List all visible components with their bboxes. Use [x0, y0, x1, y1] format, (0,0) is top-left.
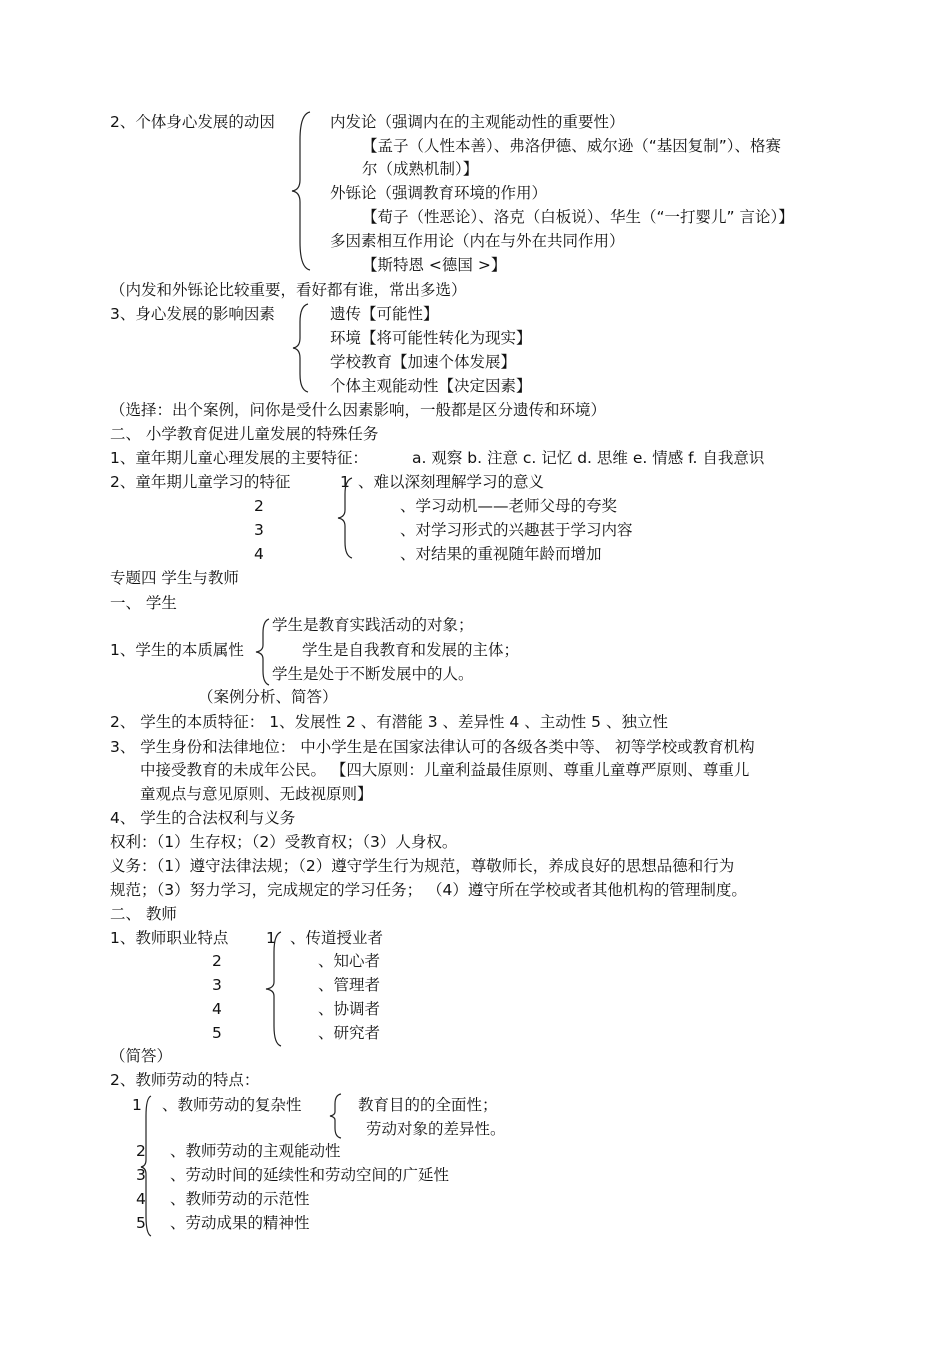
- item-number: 4: [254, 545, 264, 563]
- t2-label: 2、教师劳动的特点：: [110, 1071, 260, 1089]
- item-number: 4: [136, 1190, 146, 1208]
- item-number: 3: [136, 1166, 146, 1184]
- section-3-note: （选择：出个案例，问你是受什么因素影响，一般都是区分遗传和环境）: [110, 401, 607, 419]
- q2-label: 2、童年期儿童学习的特征: [110, 473, 291, 491]
- p3-line: 中接受教育的未成年公民。 【四大原则：儿童利益最佳原则、尊重儿童尊严原则、尊重儿: [140, 761, 750, 779]
- p2-features: 2、 学生的本质特征： 1、发展性 2 、有潜能 3 、差异性 4 、主动性 5 、独立性: [110, 713, 668, 731]
- learning-feature: 、对学习形式的兴趣甚于学习内容: [400, 521, 633, 539]
- complexity-sub: 教育目的的全面性；: [358, 1096, 498, 1114]
- labor-feature: 、劳动成果的精神性: [170, 1214, 310, 1232]
- attribute-item: 学生是教育实践活动的对象；: [272, 616, 474, 634]
- p4-heading: 4、 学生的合法权利与义务: [110, 809, 296, 827]
- learning-feature: 、难以深刻理解学习的意义: [358, 473, 545, 491]
- q1-label: 1、童年期儿童心理发展的主要特征：: [110, 449, 368, 467]
- p3-line: 3、 学生身份和法律地位： 中小学生是在国家法律认可的各级各类中等、 初等学校或教育机构: [110, 738, 755, 756]
- brace-icon: [328, 1092, 344, 1140]
- theory-interaction: 多因素相互作用论（内在与外在共同作用）: [330, 232, 625, 250]
- item-number: 2: [136, 1142, 146, 1160]
- brace-icon: [336, 476, 356, 560]
- item-number: 3: [212, 976, 222, 994]
- factor-item: 个体主观能动性【决定因素】: [330, 377, 532, 395]
- teacher-role: 、知心者: [318, 952, 381, 970]
- item-number: 1: [340, 473, 350, 491]
- labor-feature: 、教师劳动的示范性: [170, 1190, 310, 1208]
- theory-exogenous-people: 【荀子（性恶论）、洛克（白板说）、华生（“一打婴儿” 言论）】: [362, 208, 794, 226]
- brace-icon: [140, 1094, 154, 1238]
- teacher-role: 、协调者: [318, 1000, 381, 1018]
- brace-icon: [254, 617, 272, 687]
- section-2-label: 2、个体身心发展的动因: [110, 113, 275, 131]
- t1-label: 1、教师职业特点: [110, 929, 229, 947]
- factor-item: 学校教育【加速个体发展】: [330, 353, 517, 371]
- learning-feature: 、对结果的重视随年龄而增加: [400, 545, 602, 563]
- duties-text: 规范；（3）努力学习，完成规定的学习任务； （4）遵守所在学校或者其他机构的管理制度。: [110, 881, 747, 899]
- section-2-note: （内发和外铄论比较重要，看好都有谁，常出多选）: [110, 281, 467, 299]
- t1-note: （简答）: [110, 1047, 173, 1065]
- heading-teachers: 二、 教师: [110, 905, 177, 923]
- item-number: 4: [212, 1000, 222, 1018]
- learning-feature: 、学习动机——老师父母的夸奖: [400, 497, 618, 515]
- teacher-role: 、传道授业者: [290, 929, 384, 947]
- item-number: 2: [212, 952, 222, 970]
- complexity-sub: 劳动对象的差异性。: [366, 1120, 506, 1138]
- item-number: 1: [132, 1096, 142, 1114]
- part-2-heading: 二、 小学教育促进儿童发展的特殊任务: [110, 425, 379, 443]
- p1-label: 1、学生的本质属性: [110, 641, 244, 659]
- theory-exogenous: 外铄论（强调教育环境的作用）: [330, 184, 548, 202]
- duties-text: 义务：（1）遵守法律法规；（2）遵守学生行为规范，尊敬师长，养成良好的思想品德和行为: [110, 857, 735, 875]
- brace-icon: [290, 302, 314, 394]
- item-number: 1: [266, 929, 276, 947]
- theory-endogenous-people-2: 尔（成熟机制）】: [362, 160, 479, 178]
- p3-line: 童观点与意见原则、无歧视原则】: [140, 785, 373, 803]
- labor-feature: 、教师劳动的复杂性: [162, 1096, 302, 1114]
- factor-item: 环境【将可能性转化为现实】: [330, 329, 532, 347]
- item-number: 2: [254, 497, 264, 515]
- factor-item: 遗传【可能性】: [330, 305, 439, 323]
- labor-feature: 、教师劳动的主观能动性: [170, 1142, 341, 1160]
- attribute-item: 学生是自我教育和发展的主体；: [302, 641, 520, 659]
- brace-icon: [264, 930, 284, 1048]
- brace-icon: [290, 110, 314, 272]
- teacher-role: 、研究者: [318, 1024, 381, 1042]
- topic-title: 专题四 学生与教师: [110, 569, 239, 587]
- theory-endogenous-people-1: 【孟子（人性本善）、弗洛伊德、威尔逊（“基因复制”）、格赛: [362, 137, 782, 155]
- theory-interaction-people: 【斯特恩 <德国 >】: [362, 256, 507, 274]
- q1-items: a. 观察 b. 注意 c. 记忆 d. 思维 e. 情感 f. 自我意识: [412, 449, 765, 467]
- attribute-item: 学生是处于不断发展中的人。: [272, 665, 474, 683]
- teacher-role: 、管理者: [318, 976, 381, 994]
- item-number: 5: [212, 1024, 222, 1042]
- item-number: 3: [254, 521, 264, 539]
- heading-students: 一、 学生: [110, 594, 177, 612]
- item-number: 5: [136, 1214, 146, 1232]
- rights-text: 权利：（1）生存权；（2）受教育权；（3）人身权。: [110, 833, 458, 851]
- labor-feature: 、劳动时间的延续性和劳动空间的广延性: [170, 1166, 450, 1184]
- p1-note: （案例分析、简答）: [198, 688, 338, 706]
- theory-endogenous: 内发论（强调内在的主观能动性的重要性）: [330, 113, 625, 131]
- section-3-label: 3、身心发展的影响因素: [110, 305, 275, 323]
